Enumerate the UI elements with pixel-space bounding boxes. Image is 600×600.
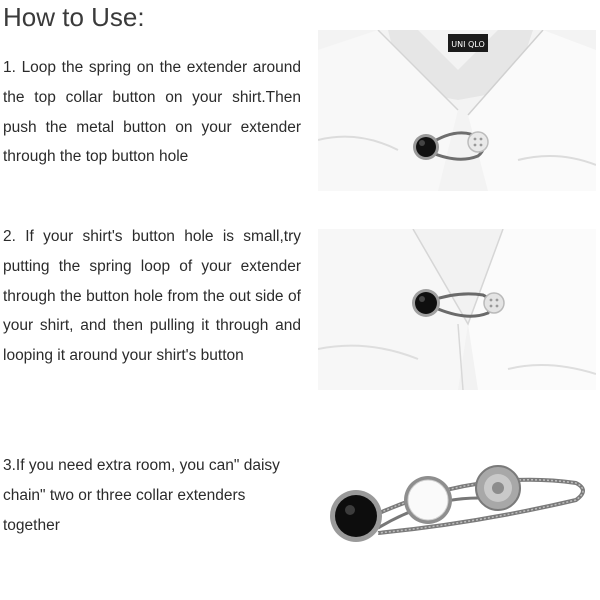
step-1-text: 1. Loop the spring on the extender around the top collar button on your shirt.Then push the metal button on your extender through the top button hole — [3, 59, 301, 166]
daisy-chained-extenders-photo — [318, 428, 596, 589]
shirt-collar-with-extender-photo — [318, 30, 596, 191]
shirt-buttonhole-extender-photo — [318, 229, 596, 390]
step-2-text: 2. If your shirt's button hole is small,try putting the spring loop of your extender through the button hole from the out side of your shirt, and then pulling it through and looping it around your shirt's button — [3, 228, 301, 365]
step-3-text: 3.If you need extra room, you can" daisy chain" two or three collar extenders together — [3, 457, 280, 534]
page-title: How to Use: — [3, 2, 145, 32]
brand-label: UNI QLO — [451, 40, 485, 49]
